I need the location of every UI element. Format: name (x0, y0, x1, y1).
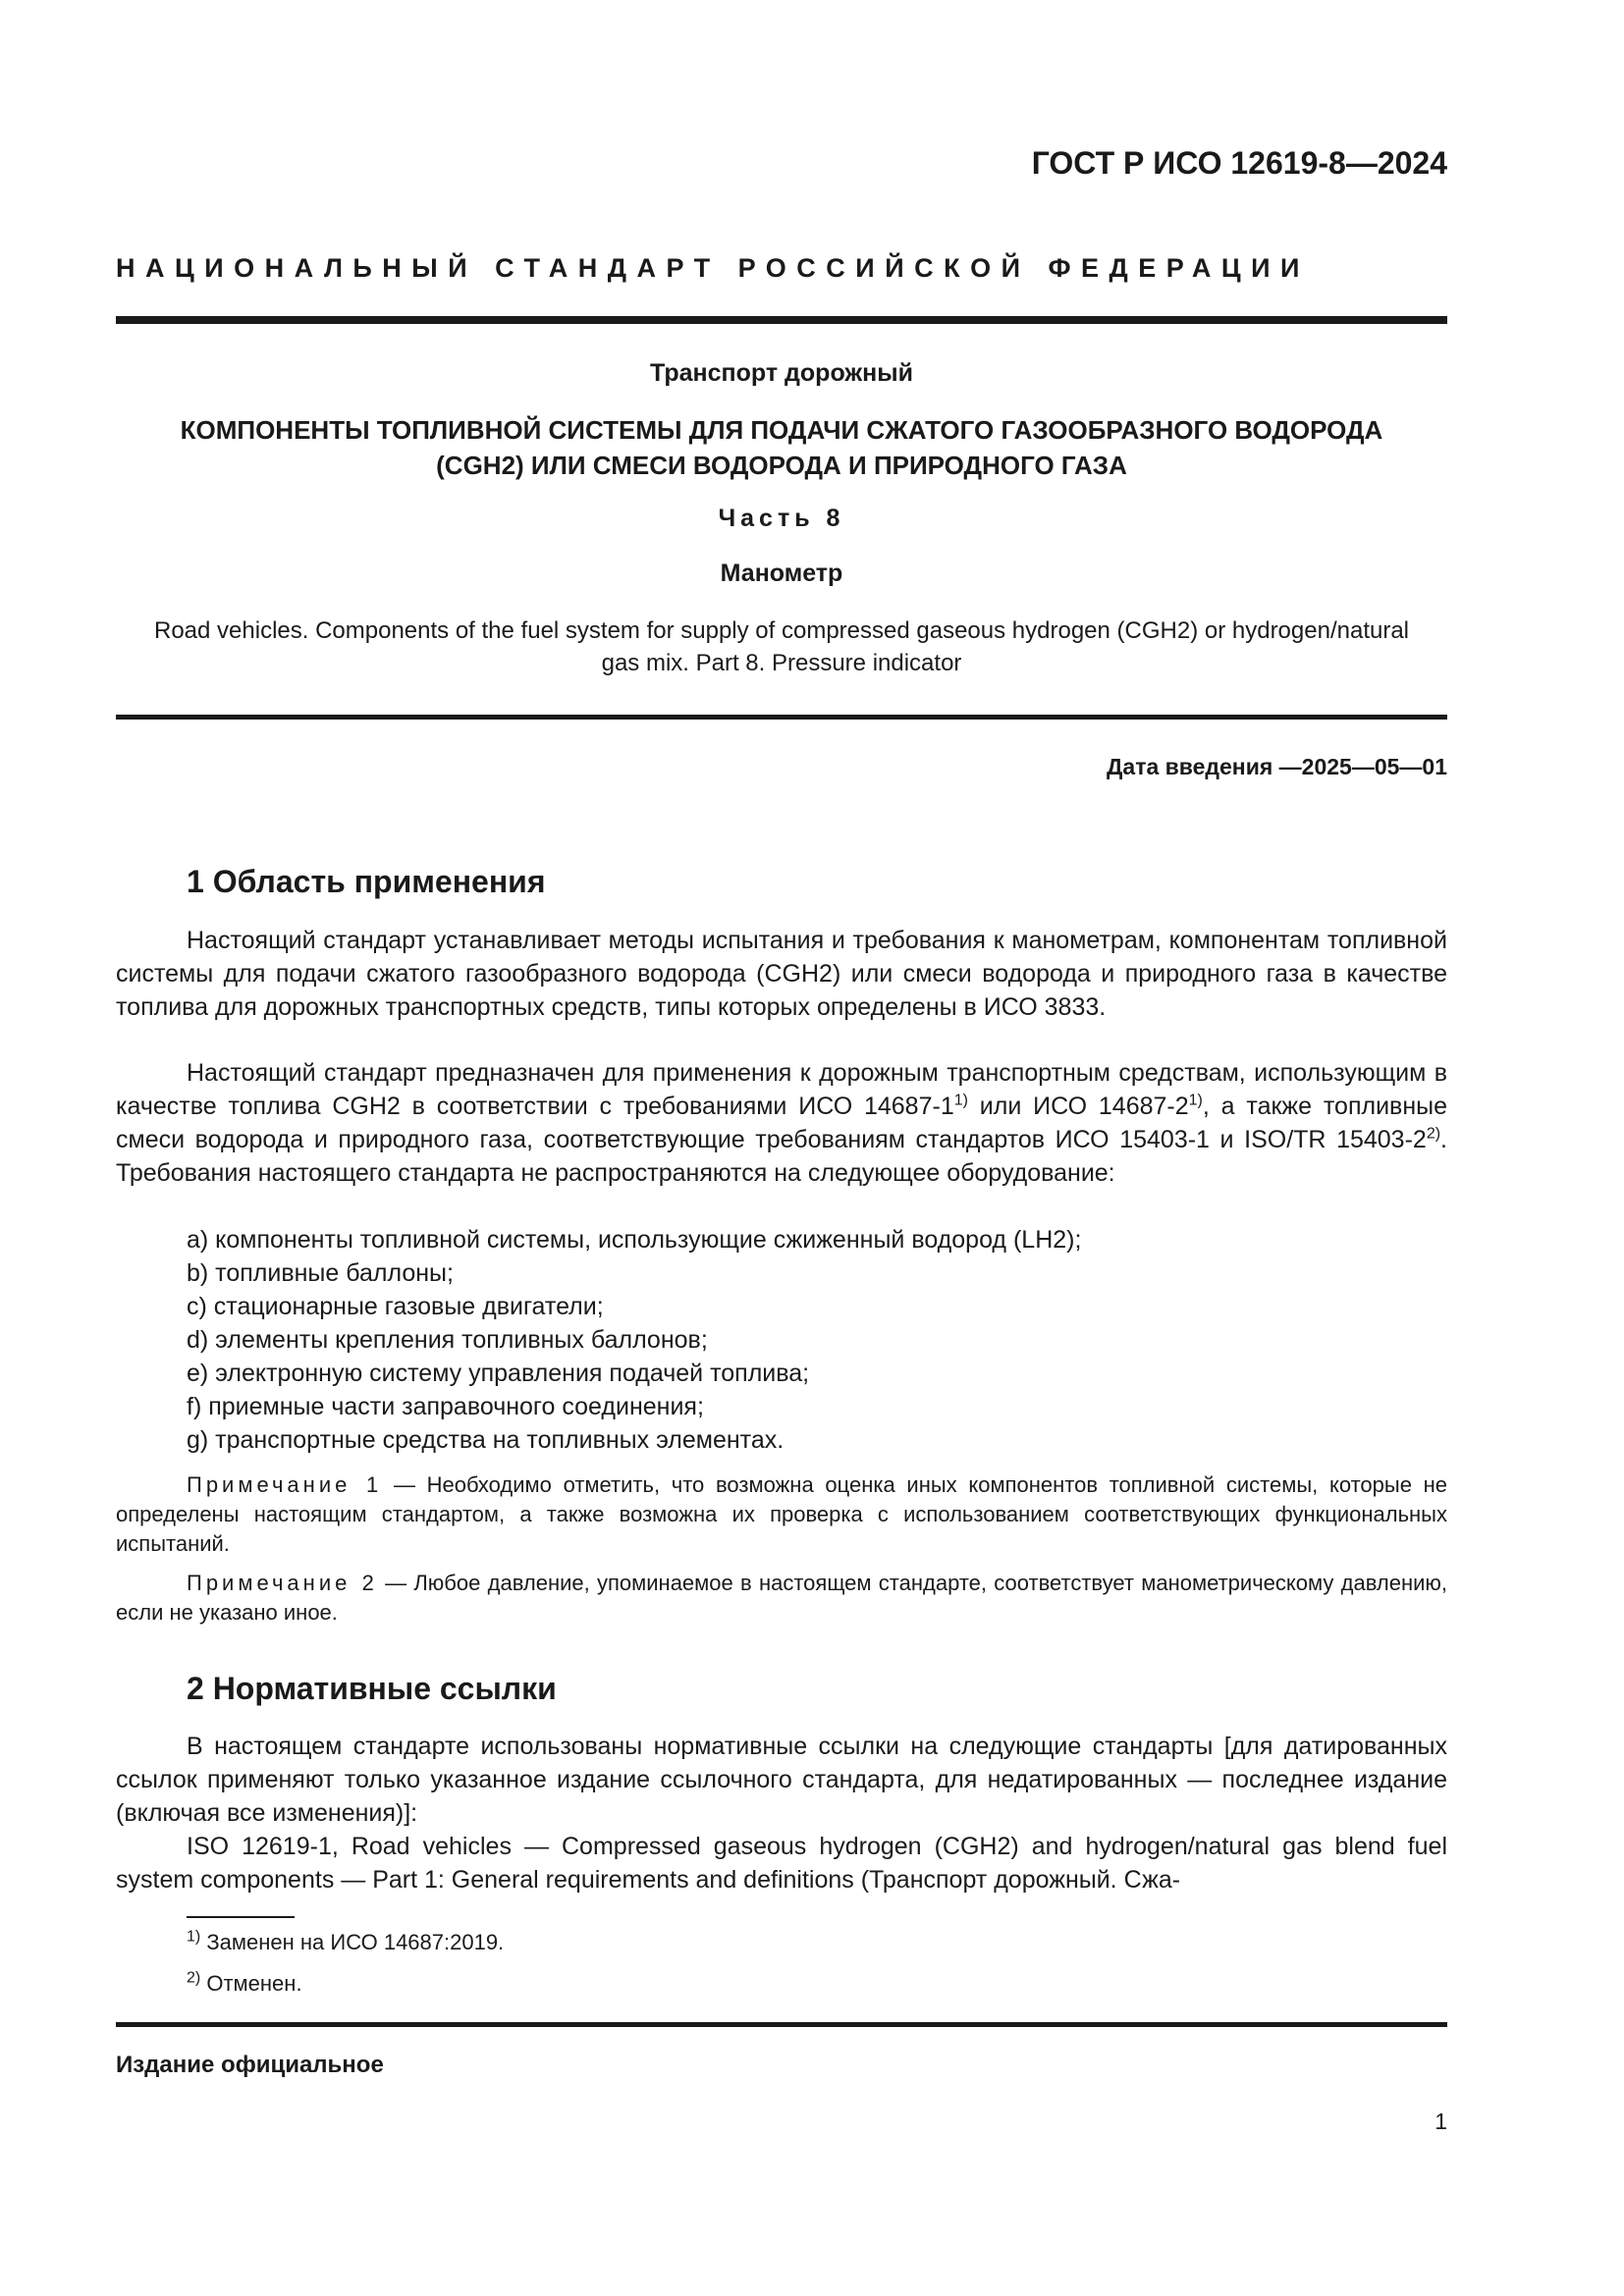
footer-rule (116, 2022, 1447, 2027)
section-2-paragraph-2: ISO 12619-1, Road vehicles — Compressed gaseous hydrogen (CGH2) and hydrogen/natural gas blend fuel system components — Part 1: General requirements and definitions (Транспорт дорожный. Сжа- (116, 1833, 1447, 1894)
footnote-2: $^{2)}$ Отменен. (187, 1969, 302, 1996)
section-1-heading: 1 Область применения (187, 864, 546, 899)
note-1-label: Примечание 1 (187, 1472, 383, 1497)
section-2-paragraph-1: В настоящем стандарте использованы нормативные ссылки на следующие стандарты [для датированных ссылок применяют только указанное издание ссылочного стандарта, для недатированных — последнее издание (включая все изменения)]: (116, 1733, 1447, 1827)
introduction-date: Дата введения —2025—05—01 (1107, 754, 1447, 779)
section-1-paragraph-2: Настоящий стандарт предназначен для применения к дорожным транспортным средствам, использующим в качестве топлива CGH2 в соответствии с требованиями ИСО 14687-1$^{1)}$ или ИСО 14687-2$^{1)}$, а также топливные смеси водорода и природного газа, соответствующие требованиям стандартов ИСО 15403-1 и ISO/TR 15403-2$^{2)}$. Требования настоящего стандарта не распространяются на следующее оборудование: (116, 1059, 1448, 1187)
english-title (116, 614, 1447, 679)
note-1: Примечание 1 — Необходимо отметить, что возможна оценка иных компонентов топливной системы, которые не определены настоящим стандартом, а также возможна их проверка с использованием соответствующих функциональных испытаний. (116, 1472, 1448, 1556)
section-1-paragraph-1: Настоящий стандарт устанавливает методы испытания и требования к манометрам, компонентам топливной системы для подачи сжатого газообразного водорода (CGH2) или смеси водорода и природного газа в качестве топлива для дорожных транспортных средств, типы которых определены в ИСО 3833. (116, 927, 1447, 1021)
english-title-line-1: Road vehicles. Components of the fuel system for supply of compressed gaseous hydrogen (CGH2) or hydrogen/natural (154, 617, 1409, 644)
main-title (116, 412, 1447, 483)
national-standard-banner: НАЦИОНАЛЬНЫЙ СТАНДАРТ РОССИЙСКОЙ ФЕДЕРАЦИИ (116, 253, 1310, 283)
standard-designation: ГОСТ Р ИСО 12619-8—2024 (1031, 145, 1447, 181)
main-title-line-2: (CGH2) ИЛИ СМЕСИ ВОДОРОДА И ПРИРОДНОГО ГАЗА (436, 451, 1127, 480)
part-title: Часть 8 (718, 505, 845, 532)
section-2-heading: 2 Нормативные ссылки (187, 1671, 557, 1706)
english-title-line-2: gas mix. Part 8. Pressure indicator (601, 650, 962, 676)
header-rule (116, 316, 1447, 324)
list-item: a) компоненты топливной системы, использующие сжиженный водород (LH2); (187, 1226, 1082, 1254)
general-title: Транспорт дорожный (650, 359, 913, 387)
edition-label: Издание официальное (116, 2052, 384, 2078)
footnote-separator (187, 1916, 295, 1918)
list-item: c) стационарные газовые двигатели; (187, 1293, 604, 1320)
title-rule (116, 715, 1447, 720)
note-2-label: Примечание 2 (187, 1571, 378, 1595)
page-number: 1 (1435, 2109, 1447, 2134)
sub-title: Манометр (720, 560, 843, 587)
list-item: e) электронную систему управления подачей топлива; (187, 1360, 810, 1387)
list-item: d) элементы крепления топливных баллонов; (187, 1326, 708, 1354)
footnote-ref-2: 2) (1426, 1125, 1441, 1143)
list-item: b) топливные баллоны; (187, 1259, 454, 1287)
list-item: g) транспортные средства на топливных элементах. (187, 1426, 785, 1454)
list-item: f) приемные части заправочного соединения; (187, 1393, 704, 1420)
note-2: Примечание 2 — Любое давление, упоминаемое в настоящем стандарте, соответствует манометрическому давлению, если не указано иное. (116, 1571, 1448, 1625)
footnote-ref-1b: 1) (1188, 1092, 1203, 1109)
footnote-1: $^{1)}$ Заменен на ИСО 14687:2019. (187, 1928, 505, 1954)
footnote-ref-1: 1) (953, 1092, 968, 1109)
main-title-line-1: КОМПОНЕНТЫ ТОПЛИВНОЙ СИСТЕМЫ ДЛЯ ПОДАЧИ СЖАТОГО ГАЗООБРАЗНОГО ВОДОРОДА (180, 415, 1383, 445)
